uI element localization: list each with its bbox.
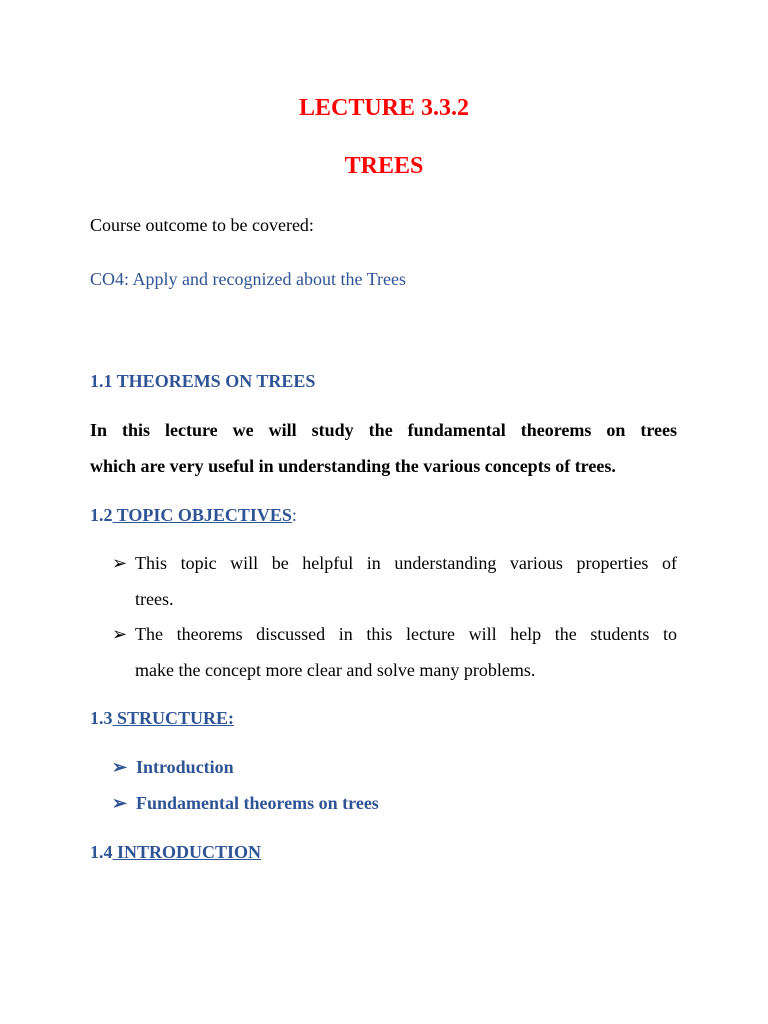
section-number: 1.2 (90, 505, 113, 525)
course-outcome-label: Course outcome to be covered: (90, 215, 314, 235)
structure-item-introduction (112, 755, 234, 779)
arrow-bullet-icon: ➢ (112, 553, 128, 573)
section-title: STRUCTURE: (112, 708, 235, 728)
objective-bullet-1 (112, 545, 677, 617)
section-number: 1.4 (90, 842, 113, 862)
section-title: INTRODUCTION (112, 842, 262, 862)
section-1-4-heading (90, 840, 261, 864)
lecture-topic-title: TREES (344, 153, 424, 179)
section-1-1-heading: 1.1 THEOREMS ON TREES (90, 371, 316, 391)
structure-item-fundamental-theorems (112, 791, 379, 815)
arrow-bullet-icon: ➢ (112, 624, 128, 644)
section-number: 1.3 (90, 708, 113, 728)
arrow-bullet-icon: ➢ (112, 757, 128, 777)
bullet-line: make the concept more clear and solve many problems. (135, 660, 536, 680)
structure-item-label: Introduction (136, 757, 234, 777)
course-outcome-item: CO4: Apply and recognized about the Trees (90, 269, 406, 289)
objective-bullet-2 (112, 616, 677, 688)
arrow-bullet-icon: ➢ (112, 793, 128, 813)
section-1-1-body (90, 412, 677, 484)
body-line: which are very useful in understanding the various concepts of trees. (90, 456, 616, 476)
body-line: In this lecture we will study the fundamental theorems on trees (90, 420, 677, 440)
section-suffix: : (291, 505, 297, 525)
lecture-number-title: LECTURE 3.3.2 (298, 95, 470, 121)
bullet-line: This topic will be helpful in understanding various properties of (135, 553, 677, 573)
section-1-3-heading (90, 706, 234, 730)
bullet-line: The theorems discussed in this lecture will help the students to (135, 624, 677, 644)
section-1-2-heading (90, 503, 297, 527)
bullet-line: trees. (135, 589, 174, 609)
structure-item-label: Fundamental theorems on trees (136, 793, 379, 813)
section-title: TOPIC OBJECTIVES (112, 505, 292, 525)
